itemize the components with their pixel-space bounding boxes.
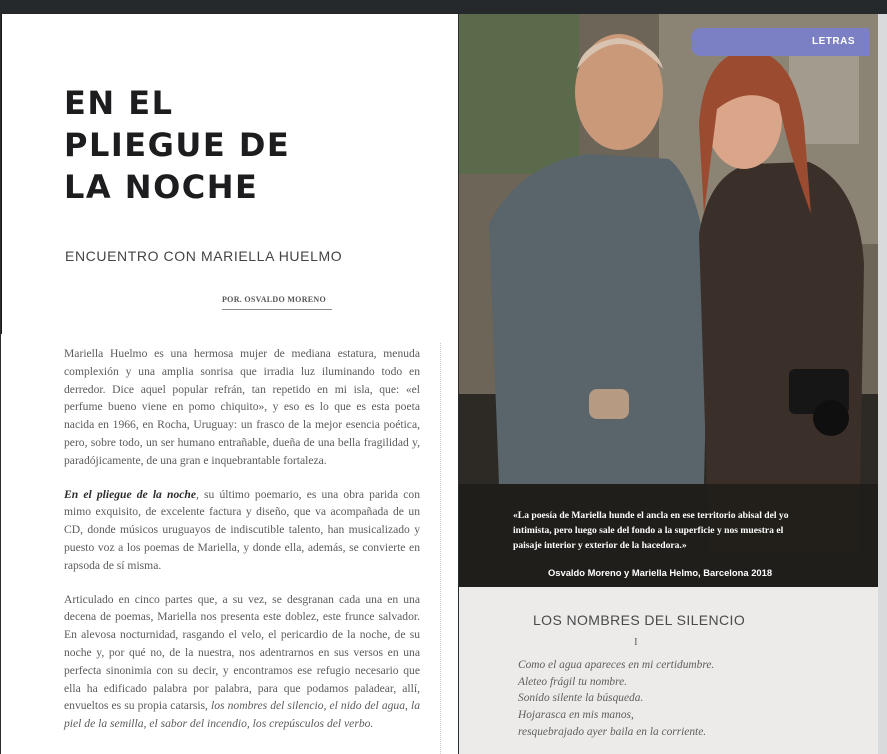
- palm-foliage: [459, 14, 579, 174]
- article-subtitle: ENCUENTRO CON MARIELLA HUELMO: [65, 248, 343, 264]
- paragraph-3-italic: los nombres del silencio, el nido del agua, la piel de la semilla, el sabor del incendio, los crepúsculos del verbo.: [64, 699, 420, 731]
- poem-line: Sonido silente la búsqueda.: [518, 692, 644, 705]
- photo-caption: Osvaldo Moreno y Mariella Helmo, Barcelona 2018: [548, 567, 773, 578]
- column-divider: [440, 343, 441, 754]
- poem-line: resquebrajado ayer baila en la corriente.: [518, 725, 707, 738]
- article-photo: [459, 14, 878, 587]
- photo-illustration: [459, 14, 878, 587]
- camera-lens: [813, 400, 849, 436]
- top-bar: [0, 0, 887, 14]
- poem-title: LOS NOMBRES DEL SILENCIO: [533, 612, 746, 628]
- poem-line: Hojarasca en mis manos,: [518, 709, 634, 722]
- article-body: [64, 345, 420, 749]
- poem-line: Aleteo frágil tu nombre.: [518, 675, 628, 688]
- hand: [589, 389, 629, 419]
- book-title: En el pliegue de la noche: [64, 487, 196, 501]
- pull-quote: «La poesía de Mariella hunde el ancla en ese territorio abisal del yo intimista, pero luego sale del fondo a la superficie y nos muestra el paisaje interior y exterior de la hacedora.»: [513, 510, 789, 551]
- article-title: EN EL PLIEGUE DE LA NOCHE: [64, 84, 291, 206]
- poem-line: Como el agua apareces en mi certidumbre.: [518, 659, 715, 671]
- man-shirt: [489, 154, 709, 484]
- article-byline: POR. OSVALDO MORENO: [222, 295, 332, 310]
- paragraph-2: [64, 486, 420, 575]
- paragraph-2-text: , su último poemario, es una obra parida con mimo exquisito, de excelente factura y diseño, que va acompañada de un CD, donde músicos uruguayos de indiscutible talento, han musicalizado y puesto voz a los poemas de Mariella, y donde ella, además, se convierte en rapsoda de sí misma.: [64, 487, 420, 572]
- scrollbar[interactable]: [878, 14, 887, 754]
- section-tag: LETRAS: [691, 28, 869, 56]
- poem-section-number: I: [634, 636, 638, 648]
- paragraph-3: [64, 591, 420, 733]
- poem-text: [518, 657, 848, 741]
- paragraph-1: Mariella Huelmo es una hermosa mujer de mediana estatura, menuda complexión y una amplia sonrisa que irradia luz iluminando todo en derredor. Dice aquel popular refrán, tan repetido en mi isla, que: «el perfume bueno viene en pomo chiquito», y eso es lo que es esta poeta nacida en 1966, en Rocha, Uruguay: un frasco de la mejor esencia poética, pero, sobre todo, un ser humano entrañable, dueña de una bella fragilidad y, paradójicamente, de una gran e inquebrantable fortaleza.: [64, 347, 420, 467]
- paragraph-3-text: Articulado en cinco partes que, a su vez, se desgranan cada una en una decena de poemas, Mariella nos presenta este doblez, este frunce salvador. En alevosa nocturnidad, rasgando el velo, el pericardio de la noche, de su noche y, por qué no, de la nuestra, nos adentrarnos en sus versos en una perfecta sinonimia con su decir, y encontramos ese refugio necesario que ella ha edificado palabra por palabra, para que podamos paladear, allí, envueltos es su propia catarsis,: [64, 592, 420, 713]
